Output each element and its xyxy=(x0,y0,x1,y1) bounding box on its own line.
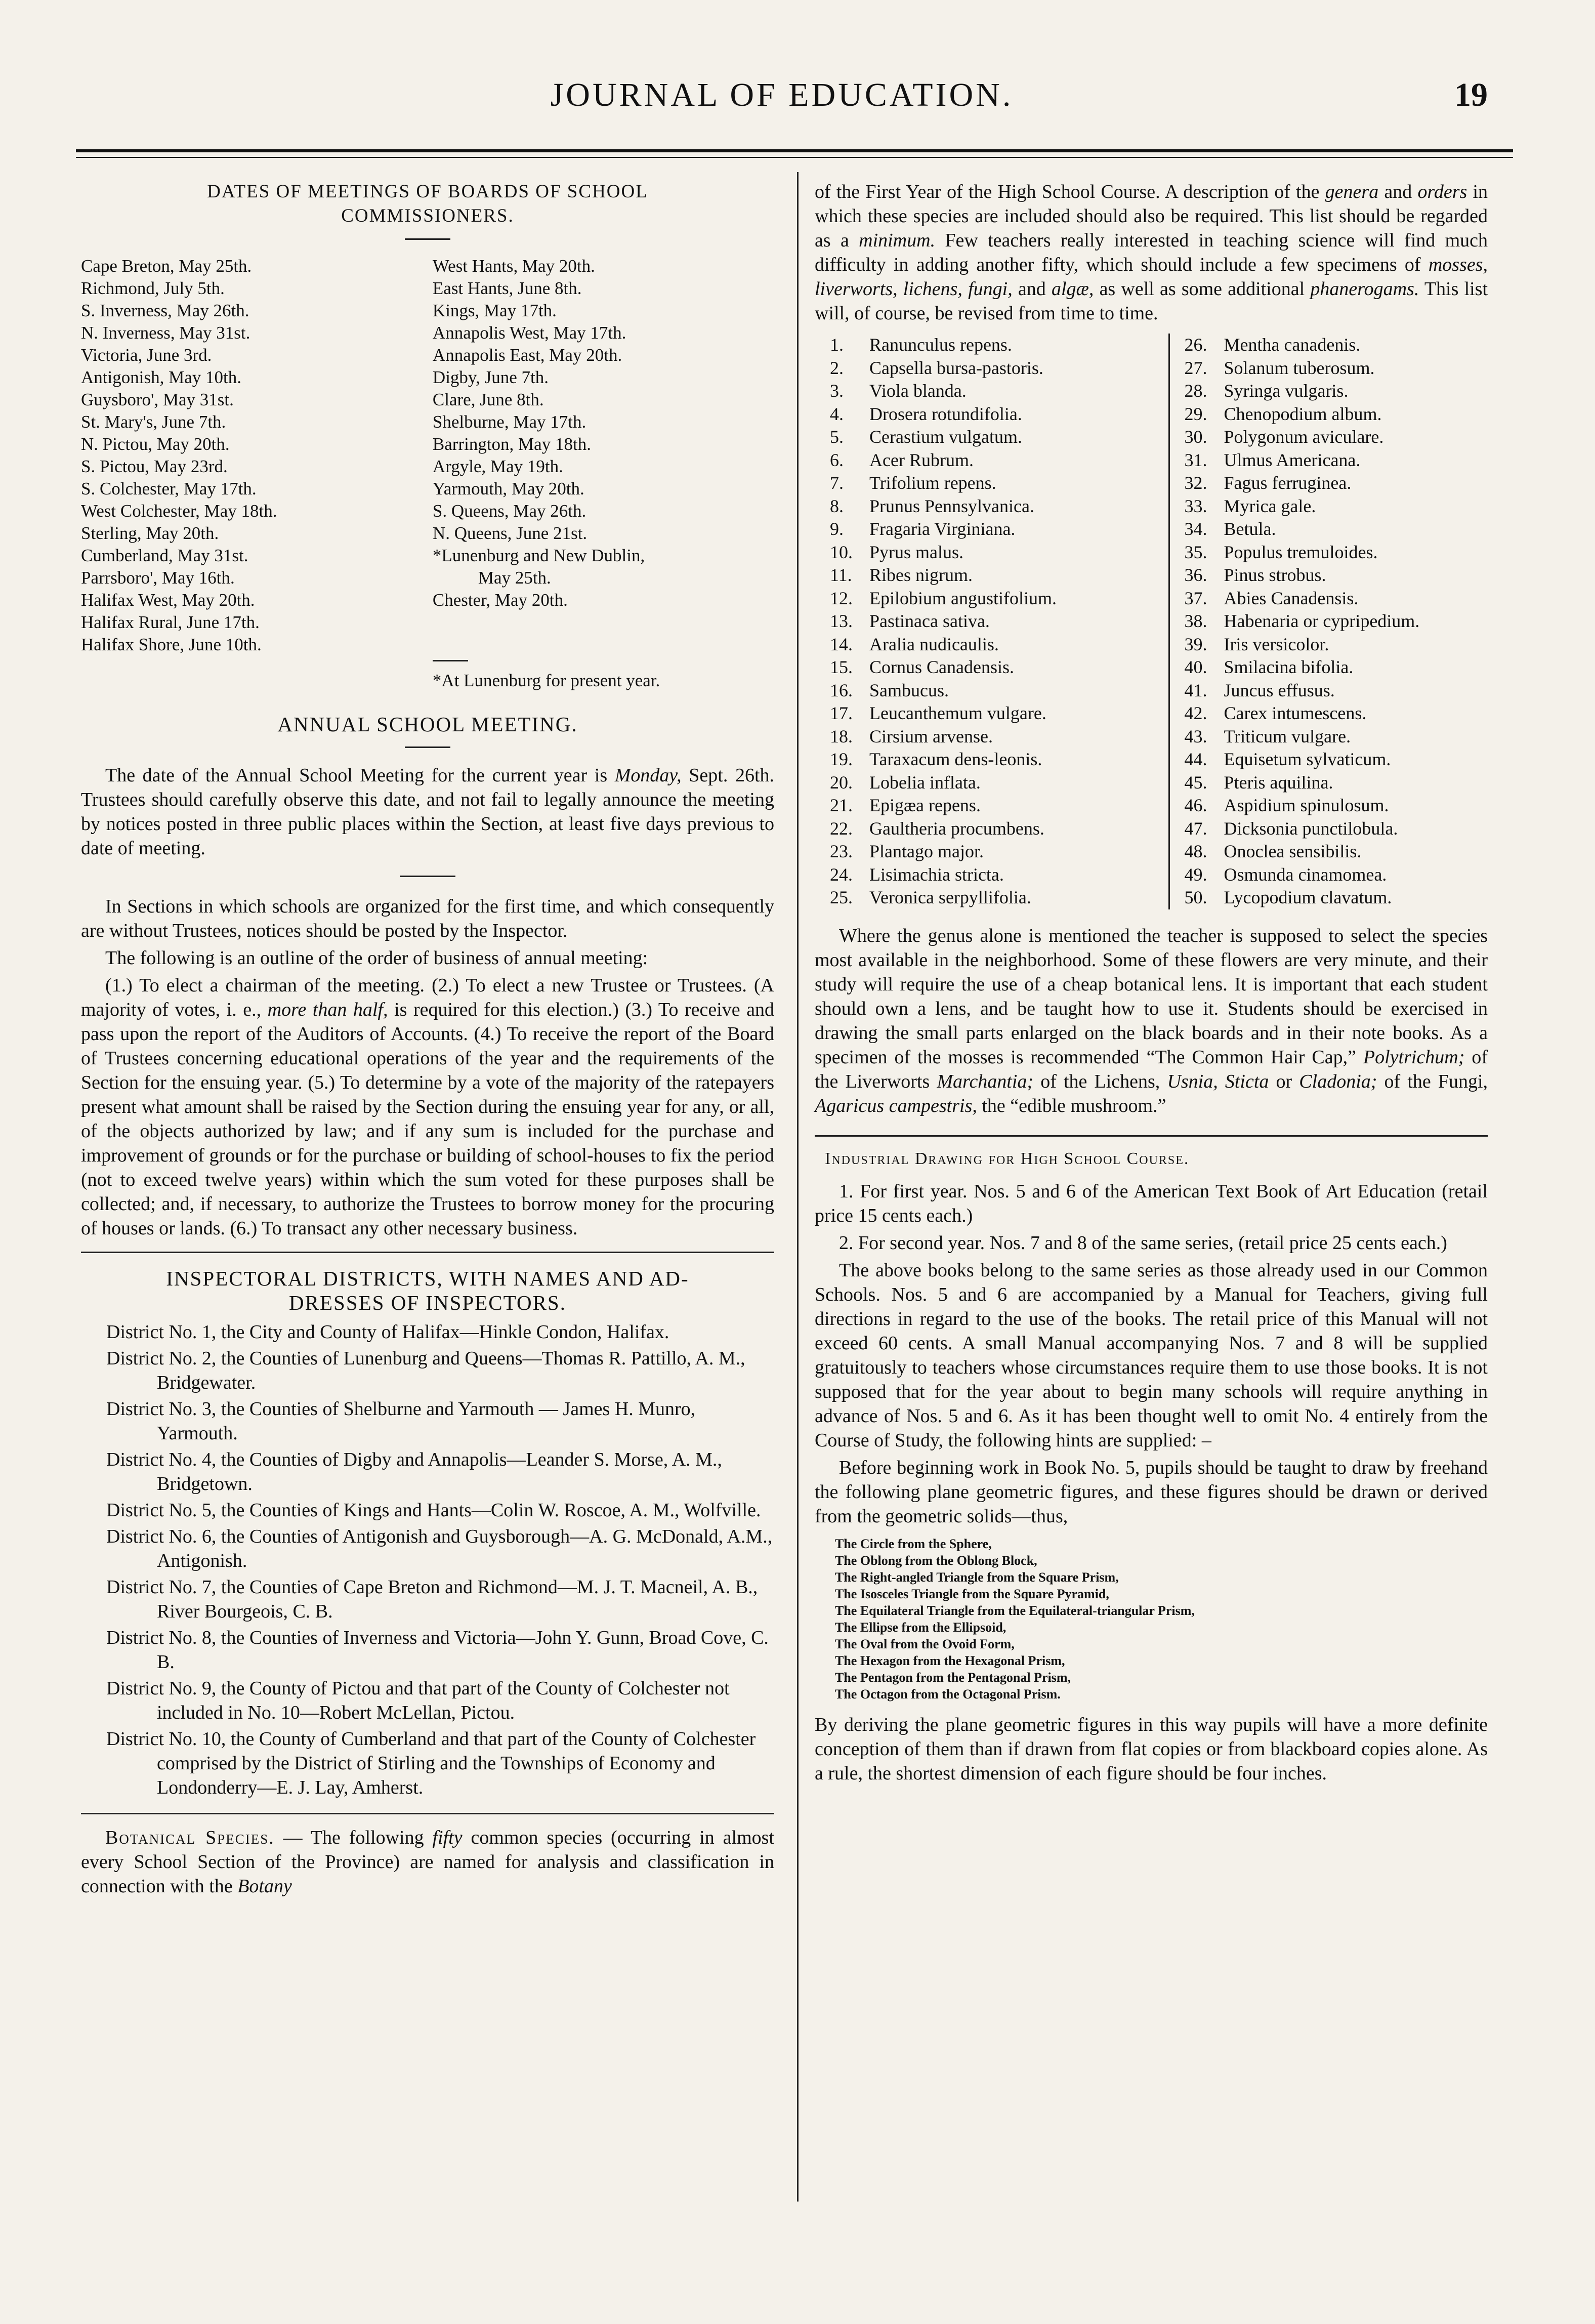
meeting-date-item: Antigonish, May 10th. xyxy=(81,367,241,387)
meeting-date-item: Halifax Shore, June 10th. xyxy=(81,635,262,654)
species-item xyxy=(1184,495,1488,518)
meetings-col1 xyxy=(81,255,433,656)
species-number: 8. xyxy=(830,495,844,516)
meeting-date-item: Guysboro', May 31st. xyxy=(81,390,234,409)
species-item xyxy=(830,633,1168,656)
species-item xyxy=(1184,748,1488,771)
species-number: 12. xyxy=(830,588,853,608)
species-item xyxy=(1184,633,1488,656)
meeting-date-item: Shelburne, May 17th. xyxy=(432,412,586,432)
species-name: Mentha canadenis. xyxy=(1224,335,1361,355)
left-column xyxy=(81,180,774,1901)
meeting-date-item: S. Inverness, May 26th. xyxy=(81,301,249,320)
species-item xyxy=(830,702,1168,725)
species-number: 13. xyxy=(830,611,853,631)
species-number: 16. xyxy=(830,680,853,700)
note-dash xyxy=(433,660,468,661)
species-item xyxy=(1184,679,1488,702)
meeting-date-item: St. Mary's, June 7th. xyxy=(81,412,226,432)
page-number: 19 xyxy=(1454,76,1488,113)
district-item: District No. 7, the Counties of Cape Breton and Richmond—M. J. T. Macneil, A. B., River Bourgeois, C. B. xyxy=(106,1576,758,1622)
inspectoral-heading: INSPECTORAL DISTRICTS, WITH NAMES AND AD- DRESSES OF INSPECTORS. xyxy=(166,1267,689,1314)
species-item xyxy=(830,541,1168,564)
species-item xyxy=(1184,472,1488,495)
species-number: 22. xyxy=(830,818,853,839)
species-number: 28. xyxy=(1184,381,1207,401)
species-item xyxy=(830,357,1168,380)
industrial-heading: Industrial Drawing for High School Course. xyxy=(825,1149,1190,1168)
figure-item: The Isosceles Triangle from the Square Pyramid, xyxy=(835,1586,1109,1601)
species-item xyxy=(1184,725,1488,749)
species-item xyxy=(1184,656,1488,679)
species-number: 18. xyxy=(830,726,853,746)
species-number: 46. xyxy=(1184,795,1207,815)
species-name: Pastinaca sativa. xyxy=(869,611,990,631)
figure-item: The Right-angled Triangle from the Square Prism, xyxy=(835,1569,1119,1585)
header-rule-thin xyxy=(76,157,1513,158)
species-item xyxy=(830,794,1168,817)
species-col2 xyxy=(1184,334,1488,909)
species-name: Fagus ferruginea. xyxy=(1224,473,1352,493)
meetings-col2 xyxy=(433,255,774,656)
meeting-date-item: Victoria, June 3rd. xyxy=(81,345,212,365)
meeting-date-item: East Hants, June 8th. xyxy=(432,278,582,298)
species-number: 42. xyxy=(1184,703,1207,723)
species-item xyxy=(830,449,1168,472)
species-number: 31. xyxy=(1184,449,1207,470)
species-number: 20. xyxy=(830,772,853,793)
species-number: 19. xyxy=(830,749,853,769)
species-name: Carex intumescens. xyxy=(1224,703,1367,723)
meeting-date-item: May 25th. xyxy=(478,568,551,588)
species-number: 40. xyxy=(1184,657,1207,677)
species-number: 5. xyxy=(830,427,844,447)
species-name: Ranunculus repens. xyxy=(869,335,1012,355)
species-item xyxy=(830,725,1168,749)
species-name: Taraxacum dens-leonis. xyxy=(869,749,1042,769)
figure-item: The Pentagon from the Pentagonal Prism, xyxy=(835,1670,1071,1685)
meeting-date-item: West Hants, May 20th. xyxy=(432,256,595,276)
species-name: Smilacina bifolia. xyxy=(1224,657,1354,677)
species-number: 27. xyxy=(1184,357,1207,378)
species-item xyxy=(1184,610,1488,633)
meeting-date-item: S. Pictou, May 23rd. xyxy=(81,456,228,476)
divider-dash xyxy=(405,746,450,748)
species-number: 34. xyxy=(1184,519,1207,539)
species-item xyxy=(1184,357,1488,380)
species-table xyxy=(815,334,1488,909)
industrial-p1: 1. For first year. Nos. 5 and 6 of the American Text Book of Art Education (retail price 15 cents each.) xyxy=(815,1180,1488,1226)
species-col1 xyxy=(830,334,1168,909)
species-name: Trifolium repens. xyxy=(869,473,996,493)
species-item xyxy=(1184,817,1488,841)
species-number: 6. xyxy=(830,449,844,470)
species-item xyxy=(830,656,1168,679)
species-name: Habenaria or cypripedium. xyxy=(1224,611,1420,631)
meeting-date-item: Richmond, July 5th. xyxy=(81,278,225,298)
species-name: Epilobium angustifolium. xyxy=(869,588,1057,608)
species-number: 35. xyxy=(1184,542,1207,562)
district-item: District No. 1, the City and County of Halifax—Hinkle Condon, Halifax. xyxy=(106,1321,669,1343)
meetings-note-row xyxy=(81,656,774,692)
species-number: 10. xyxy=(830,542,853,562)
species-name: Epigæa repens. xyxy=(869,795,981,815)
species-item xyxy=(1184,380,1488,403)
species-name: Myrica gale. xyxy=(1224,495,1316,516)
figure-item: The Octagon from the Octagonal Prism. xyxy=(835,1686,1061,1702)
botanical-paragraph: Botanical Species. — The following fifty common species (occurring in almost every School Section of the Province) are named for analysis and classification in connection with the Botany xyxy=(81,1827,774,1897)
meeting-date-item: Annapolis West, May 17th. xyxy=(432,323,626,343)
species-name: Lobelia inflata. xyxy=(869,772,981,793)
species-name: Polygonum aviculare. xyxy=(1224,427,1384,447)
meeting-date-item: N. Queens, June 21st. xyxy=(432,523,587,543)
species-name: Syringa vulgaris. xyxy=(1224,381,1349,401)
species-name: Aralia nudicaulis. xyxy=(869,634,999,654)
species-number: 41. xyxy=(1184,680,1207,700)
species-name: Chenopodium album. xyxy=(1224,403,1382,424)
divider-dash xyxy=(405,238,450,240)
species-item xyxy=(830,495,1168,518)
annual-paragraph-2: In Sections in which schools are organized for the first time, and which consequently are without Trustees, notices should be posted by the Inspector. xyxy=(81,896,774,941)
species-item xyxy=(1184,840,1488,863)
species-number: 32. xyxy=(1184,473,1207,493)
industrial-p4: Before beginning work in Book No. 5, pupils should be taught to draw by freehand the following plane geometric figures, and these figures should be drawn or derived from the geometric solids—thus, xyxy=(815,1457,1488,1527)
meeting-date-item: N. Pictou, May 20th. xyxy=(81,434,230,454)
species-number: 39. xyxy=(1184,634,1207,654)
species-item xyxy=(1184,564,1488,587)
species-number: 23. xyxy=(830,841,853,861)
species-name: Gaultheria procumbens. xyxy=(869,818,1044,839)
species-item xyxy=(830,380,1168,403)
species-number: 45. xyxy=(1184,772,1207,793)
species-item xyxy=(830,564,1168,587)
species-name: Cornus Canadensis. xyxy=(869,657,1014,677)
species-item xyxy=(830,679,1168,702)
district-item: District No. 6, the Counties of Antigonish and Guysborough—A. G. McDonald, A.M., Antigonish. xyxy=(106,1526,773,1571)
species-name: Veronica serpyllifolia. xyxy=(869,887,1031,907)
species-name: Plantago major. xyxy=(869,841,984,861)
species-item xyxy=(1184,863,1488,887)
species-number: 44. xyxy=(1184,749,1207,769)
species-name: Leucanthemum vulgare. xyxy=(869,703,1046,723)
species-name: Capsella bursa-pastoris. xyxy=(869,357,1043,378)
genus-paragraph: Where the genus alone is mentioned the teacher is supposed to select the species most available in the neighborhood. Some of these flowers are very minute, and their study will require the use of a cheap botanical lens. It is important that each student should own a lens, and be taught how to use it. Students should be exercised in drawing the small parts enlarged on the black boards and in their note books. As a specimen of the mosses is recommended “The Common Hair Cap,” Polytrichum; of the Liverworts Marchantia; of the Lichens, Usnia, Sticta or Cladonia; of the Fungi, Agaricus campestris, the “edible mushroom.” xyxy=(815,925,1488,1116)
header-rule-thick xyxy=(76,149,1513,152)
species-name: Cirsium arvense. xyxy=(869,726,993,746)
species-item xyxy=(830,587,1168,610)
species-number: 47. xyxy=(1184,818,1207,839)
species-item xyxy=(830,610,1168,633)
species-item xyxy=(1184,449,1488,472)
species-item xyxy=(1184,886,1488,909)
annual-paragraph-3: The following is an outline of the order of business of annual meeting: xyxy=(105,947,648,969)
species-number: 36. xyxy=(1184,565,1207,585)
meeting-date-item: Sterling, May 20th. xyxy=(81,523,219,543)
species-name: Iris versicolor. xyxy=(1224,634,1329,654)
meeting-date-item: Clare, June 8th. xyxy=(432,390,544,409)
meetings-heading xyxy=(81,180,774,228)
species-number: 1. xyxy=(830,335,844,355)
meeting-date-item: *Lunenburg and New Dublin, xyxy=(432,546,645,565)
section-rule xyxy=(815,1135,1488,1137)
species-item xyxy=(1184,587,1488,610)
species-item xyxy=(830,886,1168,909)
divider-dash xyxy=(400,876,455,877)
district-item: District No. 3, the Counties of Shelburne and Yarmouth — James H. Munro, Yarmouth. xyxy=(106,1398,696,1444)
species-name: Sambucus. xyxy=(869,680,949,700)
species-number: 15. xyxy=(830,657,853,677)
journal-title: JOURNAL OF EDUCATION. xyxy=(550,76,1014,113)
section-rule xyxy=(81,1813,774,1814)
column-divider xyxy=(797,172,799,2202)
meeting-date-item: Argyle, May 19th. xyxy=(432,456,563,476)
meeting-date-item: West Colchester, May 18th. xyxy=(81,501,277,521)
species-name: Acer Rubrum. xyxy=(869,449,974,470)
figure-item: The Oval from the Ovoid Form, xyxy=(835,1636,1015,1651)
species-name: Pyrus malus. xyxy=(869,542,964,562)
figure-item: The Equilateral Triangle from the Equilateral-triangular Prism, xyxy=(835,1603,1195,1618)
species-number: 50. xyxy=(1184,887,1207,907)
species-number: 29. xyxy=(1184,403,1207,424)
species-item xyxy=(830,518,1168,541)
species-name: Onoclea sensibilis. xyxy=(1224,841,1362,861)
meetings-note: *At Lunenburg for present year. xyxy=(432,671,660,690)
meeting-date-item: Parrsboro', May 16th. xyxy=(81,568,235,588)
meeting-date-item: Barrington, May 18th. xyxy=(432,434,591,454)
annual-paragraph-1: The date of the Annual School Meeting for the current year is Monday, Sept. 26th. Trustees should carefully observe this date, and not fail to legally announce the meeting by notices posted in three public places within the Section, at least five days previous to date of meeting. xyxy=(81,765,775,859)
district-item: District No. 5, the Counties of Kings and Hants—Colin W. Roscoe, A. M., Wolfville. xyxy=(106,1500,761,1521)
species-number: 33. xyxy=(1184,495,1207,516)
district-item: District No. 8, the Counties of Inverness and Victoria—John Y. Gunn, Broad Cove, C. B. xyxy=(106,1627,769,1673)
species-name: Equisetum sylvaticum. xyxy=(1224,749,1391,769)
species-item xyxy=(830,748,1168,771)
meeting-date-item: S. Colchester, May 17th. xyxy=(81,479,257,499)
industrial-p5: By deriving the plane geometric figures in this way pupils will have a more definite conception of them than if drawn from flat copies or from blackboard copies alone. As a rule, the shortest dimension of each figure should be four inches. xyxy=(815,1714,1488,1784)
section-rule xyxy=(81,1252,774,1253)
species-number: 9. xyxy=(830,519,844,539)
district-item: District No. 9, the County of Pictou and that part of the County of Colchester not included in No. 10—Robert McLellan, Pictou. xyxy=(106,1678,730,1723)
figure-item: The Ellipse from the Ellipsoid, xyxy=(835,1620,1006,1635)
species-item xyxy=(1184,334,1488,357)
meeting-date-item: Digby, June 7th. xyxy=(432,367,549,387)
species-item xyxy=(830,817,1168,841)
meeting-date-item: Kings, May 17th. xyxy=(432,301,557,320)
species-name: Drosera rotundifolia. xyxy=(869,403,1022,424)
meeting-date-item: Cumberland, May 31st. xyxy=(81,546,248,565)
species-item xyxy=(830,863,1168,887)
meetings-list xyxy=(81,255,774,656)
meetings-heading-line1: DATES OF MEETINGS OF BOARDS OF SCHOOL xyxy=(207,181,648,202)
district-item: District No. 4, the Counties of Digby and Annapolis—Leander S. Morse, A. M., Bridgetown. xyxy=(106,1449,722,1495)
annual-heading: ANNUAL SCHOOL MEETING. xyxy=(277,713,578,736)
species-number: 49. xyxy=(1184,864,1207,885)
species-number: 48. xyxy=(1184,841,1207,861)
industrial-p3: The above books belong to the same series as those already used in our Common Schools. Nos. 5 and 6 are accompanied by a Manual for Teachers, giving full directions in regard to the use of the books. The retail price of this Manual will not exceed 60 cents. A small Manual accompanying Nos. 7 and 8 will be supplied gratuitously to teachers whose circumstances require them to use those books. It is not supposed that for the year about to begin many schools will require anything in advance of Nos. 5 and 6. As it has been thought well to omit No. 4 entirely from the Course of Study, the following hints are supplied: – xyxy=(815,1259,1488,1451)
species-name: Cerastium vulgatum. xyxy=(869,427,1022,447)
annual-paragraph-4: (1.) To elect a chairman of the meeting. (2.) To elect a new Trustee or Trustees. (A majority of votes, i. e., more than half, is required for this election.) (3.) To receive and pass upon the report of the Auditors of Accounts. (4.) To receive the report of the Board of Trustees concerning educational operations of the year and the requirements of the Section for the ensuing year. (5.) To determine by a vote of the majority of the ratepayers present what amount shall be raised by the Section during the ensuing year for any, or all, of the objects authorized by law; and if any sum is included for the purchase and improvement of grounds or for the purchase or building of school-houses to fix the period (not to exceed twelve years) within which the sum voted for these purposes shall be collected; and, if necessary, to authorize the Trustees to borrow money for the procuring of houses or lands. (6.) To transact any other necessary business. xyxy=(81,975,775,1239)
meeting-date-item: S. Queens, May 26th. xyxy=(432,501,586,521)
industrial-p2: 2. For second year. Nos. 7 and 8 of the same series, (retail price 25 cents each.) xyxy=(839,1232,1447,1254)
figure-item: The Hexagon from the Hexagonal Prism, xyxy=(835,1653,1065,1668)
species-item xyxy=(830,403,1168,426)
species-item xyxy=(1184,518,1488,541)
meeting-date-item: Yarmouth, May 20th. xyxy=(432,479,584,499)
species-number: 7. xyxy=(830,473,844,493)
species-number: 14. xyxy=(830,634,853,654)
meeting-date-item: N. Inverness, May 31st. xyxy=(81,323,250,343)
meeting-date-item: Cape Breton, May 25th. xyxy=(81,256,252,276)
figures-list xyxy=(815,1536,1488,1703)
meeting-date-item: Annapolis East, May 20th. xyxy=(432,345,622,365)
species-name: Lisimachia stricta. xyxy=(869,864,1004,885)
species-item xyxy=(830,334,1168,357)
species-number: 21. xyxy=(830,795,853,815)
species-name: Betula. xyxy=(1224,519,1276,539)
species-item xyxy=(1184,541,1488,564)
species-name: Fragaria Virginiana. xyxy=(869,519,1016,539)
species-item xyxy=(1184,426,1488,449)
species-name: Ulmus Americana. xyxy=(1224,449,1361,470)
species-name: Ribes nigrum. xyxy=(869,565,973,585)
species-name: Pinus strobus. xyxy=(1224,565,1326,585)
species-number: 3. xyxy=(830,381,844,401)
species-name: Prunus Pennsylvanica. xyxy=(869,495,1034,516)
species-item xyxy=(830,472,1168,495)
species-name: Viola blanda. xyxy=(869,381,967,401)
right-column xyxy=(815,180,1488,1789)
species-number: 17. xyxy=(830,703,853,723)
meeting-date-item: Halifax Rural, June 17th. xyxy=(81,612,260,632)
botany-continuation: of the First Year of the High School Course. A description of the genera and orders in which these species are included should also be required. This list should be regarded as a minimum. Few teachers really interested in teaching science will find much difficulty in adding another fifty, which should include a few specimens of mosses, liverworts, lichens, fungi, and algæ, as well as some additional phanerogams. This list will, of course, be revised from time to time. xyxy=(815,181,1488,324)
district-item: District No. 10, the County of Cumberland and that part of the County of Colchester comprised by the District of Stirling and the Townships of Economy and Londonderry—E. J. Lay, Amherst. xyxy=(106,1728,756,1798)
species-name: Solanum tuberosum. xyxy=(1224,357,1375,378)
species-name: Juncus effusus. xyxy=(1224,680,1335,700)
species-name: Aspidium spinulosum. xyxy=(1224,795,1389,815)
species-number: 30. xyxy=(1184,427,1207,447)
figure-item: The Circle from the Sphere, xyxy=(835,1536,992,1551)
species-item xyxy=(1184,794,1488,817)
species-name: Pteris aquilina. xyxy=(1224,772,1333,793)
species-item xyxy=(830,840,1168,863)
species-name: Populus tremuloides. xyxy=(1224,542,1378,562)
figure-item: The Oblong from the Oblong Block, xyxy=(835,1553,1037,1568)
species-number: 4. xyxy=(830,403,844,424)
species-number: 24. xyxy=(830,864,853,885)
species-name: Lycopodium clavatum. xyxy=(1224,887,1392,907)
species-item xyxy=(1184,771,1488,795)
district-item: District No. 2, the Counties of Lunenburg and Queens—Thomas R. Pattillo, A. M., Bridgewater. xyxy=(106,1348,745,1393)
species-item xyxy=(1184,403,1488,426)
species-number: 26. xyxy=(1184,335,1207,355)
meeting-date-item: Chester, May 20th. xyxy=(432,590,568,610)
species-number: 43. xyxy=(1184,726,1207,746)
species-number: 25. xyxy=(830,887,853,907)
meeting-date-item: Halifax West, May 20th. xyxy=(81,590,255,610)
species-number: 38. xyxy=(1184,611,1207,631)
species-name: Abies Canadensis. xyxy=(1224,588,1359,608)
species-item xyxy=(830,426,1168,449)
species-name: Triticum vulgare. xyxy=(1224,726,1351,746)
species-item xyxy=(1184,702,1488,725)
species-number: 11. xyxy=(830,565,852,585)
districts-list xyxy=(81,1320,774,1800)
species-number: 37. xyxy=(1184,588,1207,608)
species-item xyxy=(830,771,1168,795)
page-header xyxy=(76,76,1488,132)
meetings-heading-line2: COMMISSIONERS. xyxy=(341,205,514,226)
species-name: Dicksonia punctilobula. xyxy=(1224,818,1398,839)
species-number: 2. xyxy=(830,357,844,378)
species-name: Osmunda cinamomea. xyxy=(1224,864,1387,885)
